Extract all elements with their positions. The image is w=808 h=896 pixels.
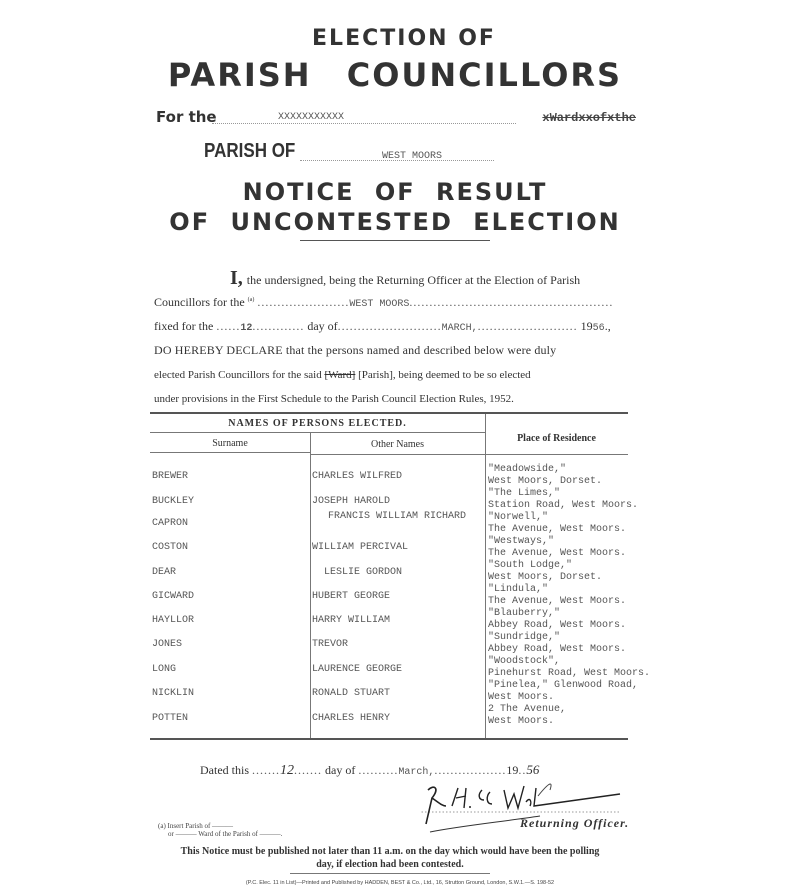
for-the-label: For the xyxy=(156,108,217,126)
publication-notice xyxy=(140,846,640,871)
parish-of-row xyxy=(204,140,494,168)
returning-officer-title: Returning Officer. xyxy=(520,816,630,830)
dot-leader: .......................... xyxy=(337,319,442,333)
other-names-cell: WILLIAM PERCIVAL xyxy=(312,542,409,553)
initial-i: I, xyxy=(230,267,243,289)
dot-leader: ......................... xyxy=(477,319,578,333)
surname-cell: BUCKLEY xyxy=(152,496,195,507)
residence-line2: West Moors, Dorset. xyxy=(488,572,603,583)
col-header-other-names: Other Names xyxy=(370,439,425,450)
residence-line2: The Avenue, West Moors. xyxy=(488,524,627,535)
residence-line2: Abbey Road, West Moors. xyxy=(488,620,627,631)
surname-cell: CAPRON xyxy=(152,518,189,529)
for-the-dotted-line xyxy=(212,123,516,124)
header-divider xyxy=(150,452,310,453)
group-header: NAMES OF PERSONS ELECTED. xyxy=(228,418,407,429)
surname-cell: COSTON xyxy=(152,542,189,553)
ward-struck-text: xWardxxofxthe xyxy=(542,111,636,125)
residence-line2: Station Road, West Moors. xyxy=(488,500,639,511)
dot-leader: .................. xyxy=(434,763,507,777)
residence-line1: "Meadowside," xyxy=(488,464,567,475)
dated-year-prefix: 19 xyxy=(506,763,519,777)
dated-mid: day of xyxy=(325,763,356,777)
title-election-of: ELECTION OF xyxy=(312,26,496,51)
dot-leader: ............. xyxy=(252,319,305,333)
year-prefix: 19 xyxy=(580,319,593,333)
residence-line2: West Moors. xyxy=(488,692,555,703)
councillors-for-value: WEST MOORS xyxy=(349,299,410,310)
line2-prefix: Councillors for the xyxy=(154,295,245,309)
header-divider xyxy=(150,432,485,433)
parish-of-value: WEST MOORS xyxy=(382,151,443,162)
declaration-line2 xyxy=(154,296,613,310)
notice-title-line1: NOTICE OF RESULT xyxy=(242,178,548,206)
footnote-marker-a: (a) xyxy=(247,297,255,303)
dated-year-value: 56 xyxy=(526,762,540,777)
footnote-a xyxy=(158,822,282,839)
other-names-cell: HUBERT GEORGE xyxy=(312,591,391,602)
column-divider xyxy=(310,432,311,738)
footer-rule xyxy=(290,873,490,874)
declaration-line1: the undersigned, being the Returning Officer at the Election of Parish xyxy=(246,273,581,287)
other-names-cell: CHARLES WILFRED xyxy=(312,471,403,482)
line5-prefix: elected Parish Councillors for the said xyxy=(154,369,322,381)
for-the-row xyxy=(156,108,636,128)
fixed-day-value: 12 xyxy=(240,323,253,334)
residence-line1: "South Lodge," xyxy=(488,560,573,571)
dot-leader: ...... xyxy=(216,319,241,333)
line3-mid: day of xyxy=(307,319,338,333)
dated-day-value: 12 xyxy=(280,763,294,778)
other-names-cell: LAURENCE GEORGE xyxy=(312,664,403,675)
residence-line2: West Moors. xyxy=(488,716,555,727)
residence-line1: "Woodstock", xyxy=(488,656,561,667)
residence-line2: West Moors, Dorset. xyxy=(488,476,603,487)
other-names-cell: CHARLES HENRY xyxy=(312,713,391,724)
printer-imprint: (P.C. Elec. 11 in List)—Printed and Published by HADDEN, BEST & Co., Ltd., 16, Strutton Ground, London, S.W.1.—S. 198-52 xyxy=(245,880,555,886)
dot-leader: ....... xyxy=(252,763,280,777)
footnote-a-line1: (a) Insert Parish of ——— xyxy=(158,822,234,830)
residence-line1: 2 The Avenue, xyxy=(488,704,567,715)
dated-prefix: Dated this xyxy=(200,763,249,777)
surname-cell: GICWARD xyxy=(152,591,195,602)
surname-cell: HAYLLOR xyxy=(152,615,195,626)
surname-cell: LONG xyxy=(152,664,177,675)
other-names-cell: JOSEPH HAROLD xyxy=(312,496,391,507)
fixed-month-value: MARCH, xyxy=(441,323,478,334)
dot-leader: .......... xyxy=(358,763,399,777)
other-names-cell: FRANCIS WILLIAM RICHARD xyxy=(327,511,467,522)
line5-suffix: [Parish], being deemed to be so elected xyxy=(358,369,531,381)
other-names-cell: RONALD STUART xyxy=(312,688,391,699)
residence-line2: The Avenue, West Moors. xyxy=(488,548,627,559)
col-header-surname: Surname xyxy=(212,438,248,449)
residence-line1: "Norwell," xyxy=(488,512,549,523)
publication-notice-line2: day, if election had been contested. xyxy=(316,858,464,870)
surname-cell: POTTEN xyxy=(152,713,189,724)
residence-line1: "The Limes," xyxy=(488,488,561,499)
dot-leader: ....................... xyxy=(257,295,350,309)
other-names-cell: TREVOR xyxy=(312,639,349,650)
declaration-line4 xyxy=(154,344,628,356)
title-parish-councillors: PARISH COUNCILLORS xyxy=(167,56,623,94)
residence-line2: Pinehurst Road, West Moors. xyxy=(488,668,651,679)
footnote-a-line2: or ——— Ward of the Parish of ———. xyxy=(168,830,283,839)
surname-cell: NICKLIN xyxy=(152,688,195,699)
title-underline xyxy=(300,240,490,241)
dated-month-value: March, xyxy=(398,767,435,778)
declaration-line3: fixed for the ......12............. day of..........................MARCH,......................... 1956., xyxy=(154,319,611,334)
dot-leader: ................................................... xyxy=(409,295,614,309)
dot-leader: ....... xyxy=(294,763,322,777)
other-names-cell: HARRY WILLIAM xyxy=(312,615,391,626)
residence-line1: "Pinelea," Glenwood Road, xyxy=(488,680,639,691)
declaration-line6: under provisions in the First Schedule to the Parish Council Election Rules, 1952. xyxy=(154,393,514,405)
col-header-residence: Place of Residence xyxy=(517,433,596,444)
residence-line1: "Sundridge," xyxy=(488,632,561,643)
fixed-year-value: 56 xyxy=(592,323,605,334)
residence-line1: "Blauberry," xyxy=(488,608,561,619)
header-divider xyxy=(310,454,628,455)
notice-title-line2: OF UNCONTESTED ELECTION xyxy=(169,208,621,236)
line3-prefix: fixed for the xyxy=(154,319,214,333)
for-the-value: XXXXXXXXXXX xyxy=(278,112,345,123)
surname-cell: DEAR xyxy=(152,567,177,578)
ward-struck: [Ward] xyxy=(324,369,356,381)
other-names-cell: LESLIE GORDON xyxy=(324,567,403,578)
residence-line2: The Avenue, West Moors. xyxy=(488,596,627,607)
declaration-line5 xyxy=(154,370,531,381)
dot-leader: .. xyxy=(518,763,527,777)
parish-of-label: PARISH OF xyxy=(204,140,296,162)
publication-notice-line1: This Notice must be published not later than 11 a.m. on the day which would have been the polling xyxy=(180,846,600,857)
residence-line2: Abbey Road, West Moors. xyxy=(488,644,627,655)
line4-text: DO HEREBY DECLARE that the persons named and described below were duly xyxy=(154,343,557,357)
surname-cell: BREWER xyxy=(152,471,189,482)
residence-line1: "Westways," xyxy=(488,536,555,547)
residence-line1: "Lindula," xyxy=(488,584,549,595)
elected-persons-table xyxy=(150,412,651,740)
surname-cell: JONES xyxy=(152,639,183,650)
column-divider xyxy=(485,414,486,738)
